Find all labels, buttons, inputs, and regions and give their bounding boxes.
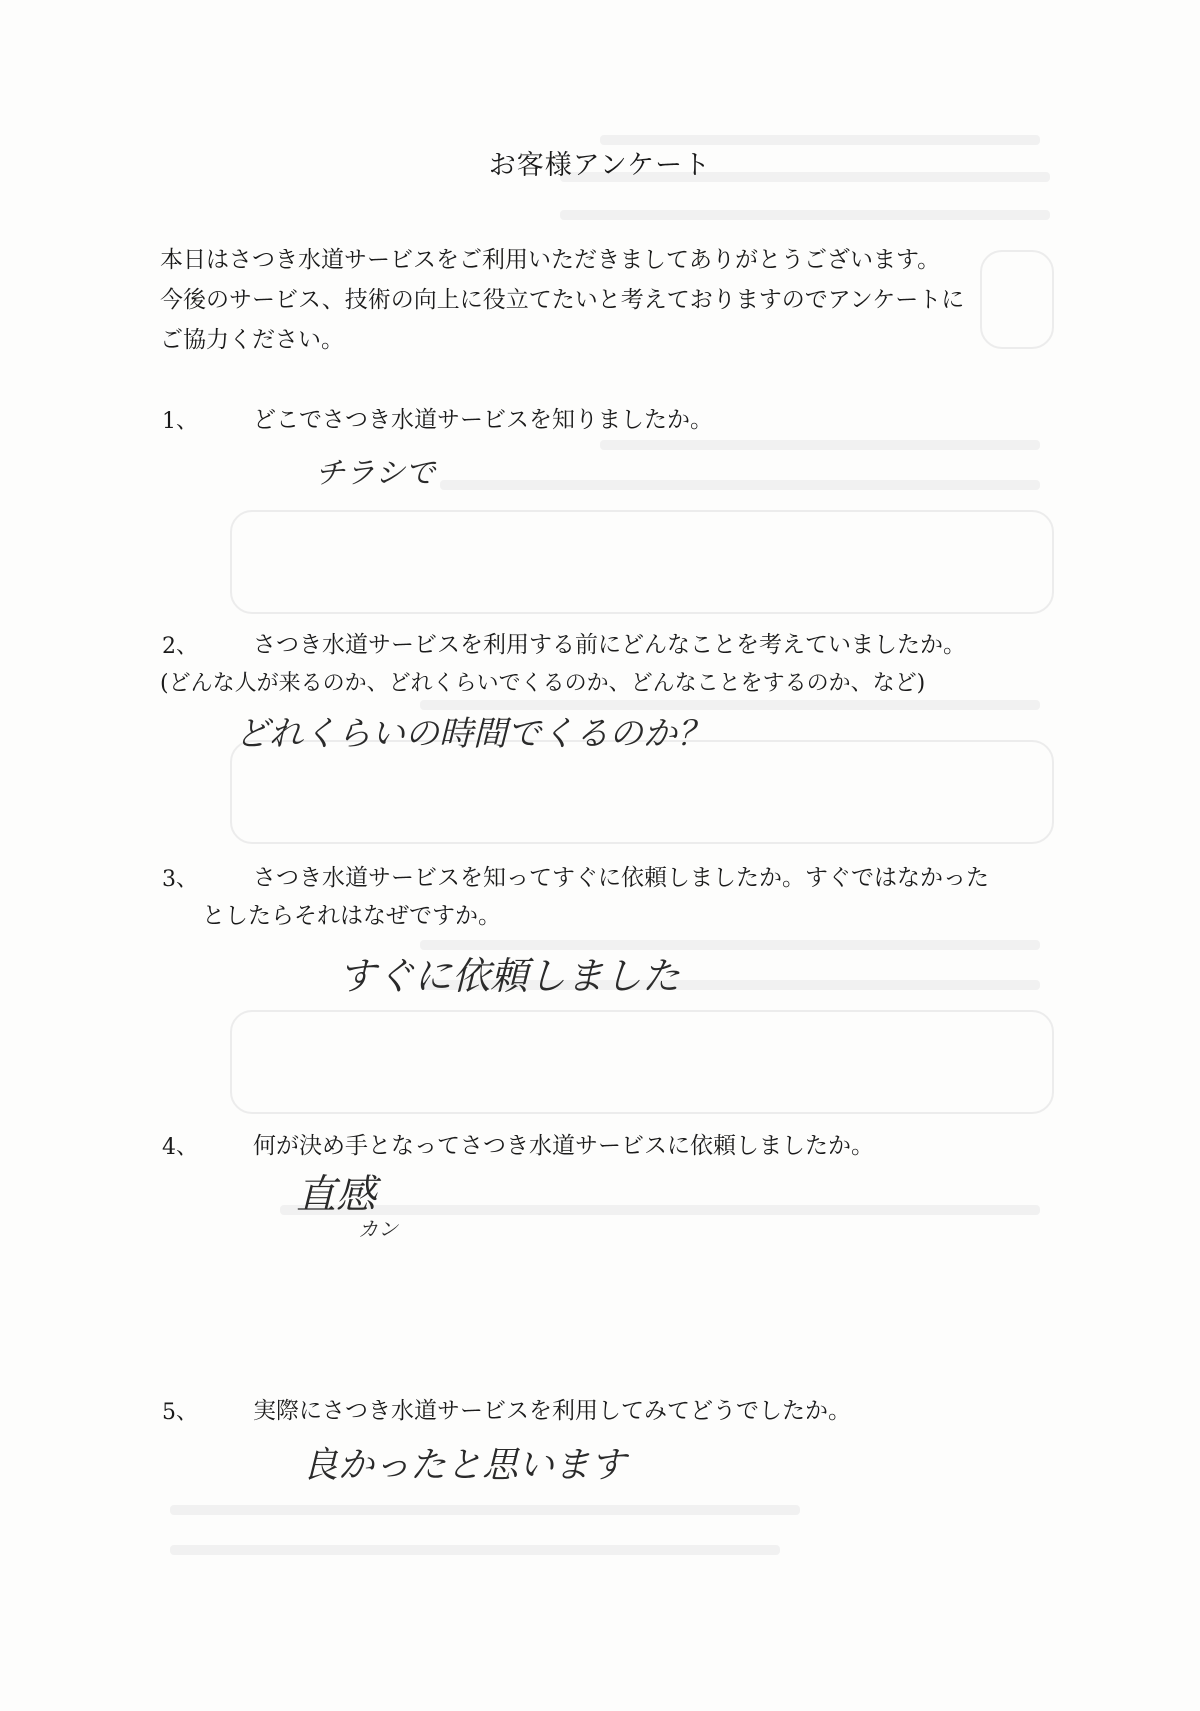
- question-5-number: 5、: [162, 1400, 198, 1425]
- bleed-through-box: [230, 1010, 1054, 1114]
- question-2-subtext: (どんな人が来るのか、どれくらいでくるのか、どんなことをするのか、など): [160, 671, 926, 696]
- question-4-answer-note: カン: [358, 1217, 398, 1241]
- question-3-number: 3、: [162, 867, 198, 892]
- question-3-answer[interactable]: すぐに依頼しました: [338, 954, 681, 998]
- bleed-through-line: [170, 1505, 800, 1515]
- question-1-text: どこでさつき水道サービスを知りましたか。: [253, 407, 713, 433]
- question-4-text: 何が決め手となってさつき水道サービスに依頼しましたか。: [253, 1133, 874, 1159]
- page-title: お客様アンケート: [488, 150, 712, 181]
- question-2-text: さつき水道サービスを利用する前にどんなことを考えていましたか。: [253, 632, 966, 658]
- question-3-text-continued: としたらそれはなぜですか。: [202, 903, 501, 929]
- question-4-number: 4、: [162, 1135, 198, 1160]
- bleed-through-line: [170, 1545, 780, 1555]
- bleed-through-line: [560, 210, 1050, 220]
- question-3-text: さつき水道サービスを知ってすぐに依頼しましたか。すぐではなかった: [253, 865, 989, 891]
- question-2-number: 2、: [162, 634, 198, 659]
- bleed-through-line: [440, 480, 1040, 490]
- bleed-through-box: [230, 510, 1054, 614]
- question-2-answer[interactable]: どれくらいの時間でくるのか？: [235, 714, 711, 754]
- intro-paragraph: [160, 240, 1120, 360]
- question-1-number: 1、: [162, 409, 198, 434]
- intro-line: 本日はさつき水道サービスをご利用いただきましてありがとうございます。: [160, 247, 941, 273]
- question-1-answer[interactable]: チラシで: [315, 456, 435, 491]
- question-5-answer[interactable]: 良かったと思います: [302, 1445, 627, 1486]
- question-5-text: 実際にさつき水道サービスを利用してみてどうでしたか。: [253, 1398, 851, 1424]
- bleed-through-box: [230, 740, 1054, 844]
- question-4-answer[interactable]: 直感: [296, 1172, 376, 1218]
- bleed-through-line: [600, 440, 1040, 450]
- intro-line: 今後のサービス、技術の向上に役立てたいと考えておりますのでアンケートに: [160, 287, 965, 313]
- intro-line: ご協力ください。: [160, 327, 344, 353]
